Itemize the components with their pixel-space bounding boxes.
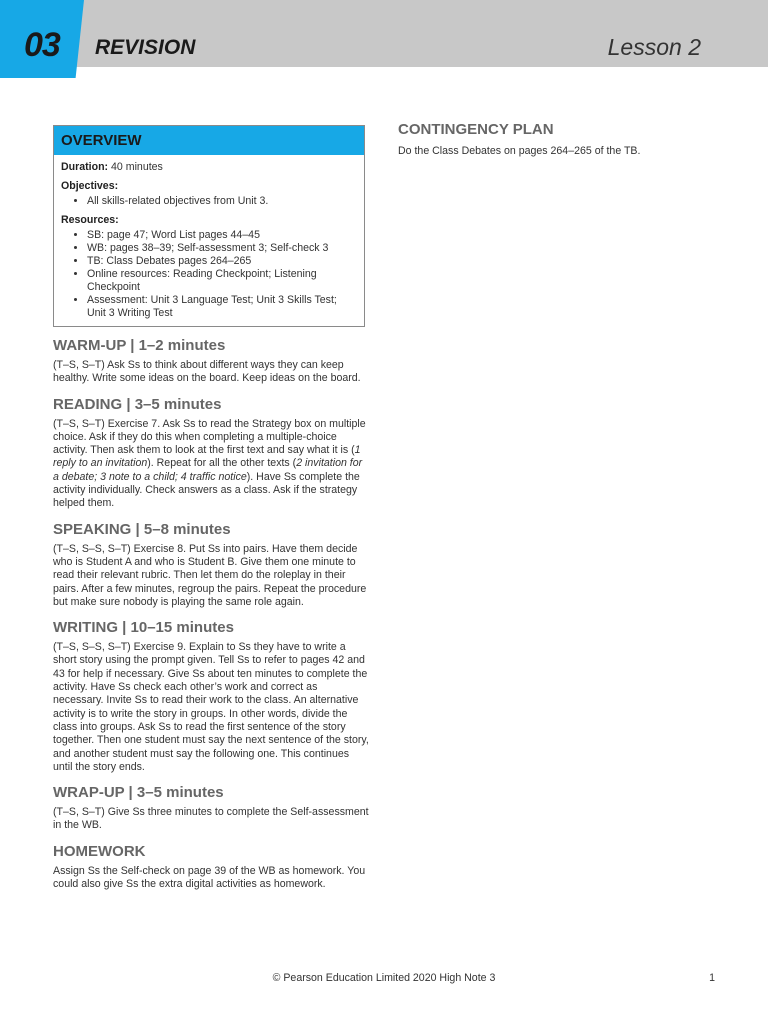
list-item: • SB: page 47; Word List pages 44–45	[87, 229, 357, 242]
warmup-heading: WARM-UP | 1–2 minutes	[53, 337, 226, 354]
overview-title: OVERVIEW	[54, 126, 364, 155]
wrapup-heading: WRAP-UP | 3–5 minutes	[53, 784, 224, 802]
writing-section	[53, 619, 369, 774]
right-column	[398, 121, 718, 158]
homework-text: Assign Ss the Self-check on page 39 of the WB as homework. You could also give Ss the extra digital activities as homework.	[53, 864, 366, 891]
homework-heading: HOMEWORK	[53, 842, 146, 860]
speaking-heading: SPEAKING | 5–8 minutes	[53, 520, 231, 538]
homework-section	[53, 843, 369, 892]
reading-text	[53, 418, 369, 511]
wrapup-section	[53, 784, 369, 833]
reading-text-part: ). Have Ss complete the activity individually. Check answers as a class. Ask if the strategy helped them.	[53, 470, 360, 510]
contingency-heading: CONTINGENCY PLAN	[398, 121, 554, 138]
reading-text-part: (T–S, S–T) Exercise 7. Ask Ss to read the Strategy box on multiple choice. Ask if they do this when completing a multiple-choice activity. Then ask them to look at the first text and say what it is (	[53, 417, 366, 457]
left-column	[53, 125, 369, 891]
list-item: • Online resources: Reading Checkpoint; Listening Checkpoint	[87, 268, 357, 294]
speaking-text: (T–S, S–S, S–T) Exercise 8. Put Ss into pairs. Have them decide who is Student A and who is Student B. Give them one minute to read their relevant rubric. Then let them do the roleplay in their pairs. After a few minutes, regroup the pairs. Repeat the procedure but make sure nobody is playing the same role again.	[53, 542, 367, 608]
list-item: • All skills-related objectives from Unit 3.	[87, 195, 357, 208]
objectives-list	[61, 195, 357, 208]
wrapup-text: (T–S, S–T) Give Ss three minutes to complete the Self-assessment in the WB.	[53, 806, 369, 832]
overview-box	[53, 125, 365, 327]
duration-label: Duration:	[61, 161, 109, 173]
duration-line	[61, 161, 357, 174]
duration-value: 40 minutes	[111, 161, 163, 173]
unit-title: REVISION	[95, 36, 196, 59]
reading-section	[53, 396, 369, 511]
warmup-section	[53, 337, 369, 386]
resources-list	[61, 229, 357, 320]
footer-copyright: © Pearson Education Limited 2020 High Note 3	[272, 972, 496, 984]
lesson-label: Lesson 2	[607, 34, 701, 60]
writing-heading: WRITING | 10–15 minutes	[53, 619, 234, 637]
objectives-label: Objectives:	[61, 180, 119, 192]
resources-label: Resources:	[61, 214, 119, 226]
list-item: • TB: Class Debates pages 264–265	[87, 255, 357, 268]
overview-body	[54, 155, 364, 326]
reading-heading: READING | 3–5 minutes	[53, 395, 222, 413]
speaking-section	[53, 521, 369, 609]
unit-number: 03	[24, 26, 60, 64]
list-item: • Assessment: Unit 3 Language Test; Unit 3 Skills Test; Unit 3 Writing Test	[87, 294, 357, 320]
page-number: 1	[709, 972, 715, 984]
warmup-text: (T–S, S–T) Ask Ss to think about different ways they can keep healthy. Write some ideas on the board. Keep ideas on the board.	[53, 359, 361, 385]
reading-text-part: ). Repeat for all the other texts (	[147, 457, 297, 470]
contingency-text: Do the Class Debates on pages 264–265 of the TB.	[398, 145, 641, 157]
writing-text: (T–S, S–S, S–T) Exercise 9. Explain to Ss they have to write a short story using the prompt given. Tell Ss to refer to pages 42 and 43 for help if necessary. Give Ss about ten minutes to complete the activity. Have Ss check each other’s work and correct as necessary. Invite Ss to read their work to the class. An alternative activity is to write the story in groups. In other words, divide the class into groups. Ask Ss to read the first sentence of the story together. Then one student must say the next sentence of the story, and another student must say the following one. This continues until the story ends.	[53, 641, 369, 773]
reading-answer: 1 reply to an invitation	[53, 444, 361, 470]
list-item: • WB: pages 38–39; Self-assessment 3; Self-check 3	[87, 242, 357, 255]
reading-answer: 2 invitation for a debate; 3 note to a child; 4 traffic notice	[53, 457, 363, 483]
